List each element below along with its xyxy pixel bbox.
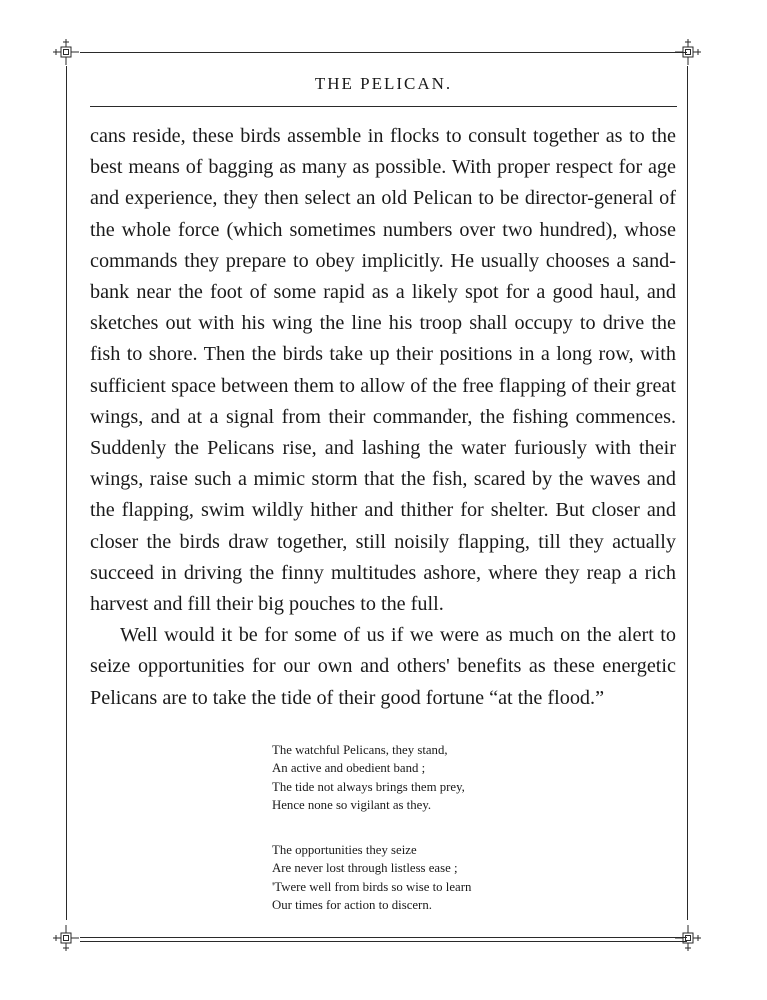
ornamental-corner-icon [53, 39, 79, 65]
frame-right-rule [687, 66, 688, 920]
frame-left-rule [66, 66, 67, 920]
frame-top-rule [80, 52, 687, 53]
poem-line: The watchful Pelicans, they stand, [272, 743, 448, 757]
header-rule [90, 106, 677, 107]
running-head: THE PELICAN. [314, 74, 453, 93]
ornamental-corner-icon [53, 925, 79, 951]
poem-line: Our times for action to discern. [272, 898, 432, 913]
poem-line: The opportunities they seize [272, 843, 417, 858]
ornamental-corner-icon [675, 925, 701, 951]
stanza [272, 841, 572, 914]
paragraph-continued: cans reside, these birds assemble in flocks to consult together as to the best means of bagging as many as possible. With proper respect for age and experience, they then select an old Pelican to be director-general of the whole force (which sometimes numbers over two hundred), whose commands they prepare to obey implicitly. He usually chooses a sand-bank near the foot of some rapid as a likely spot for a good haul, and sketches out with his wing the line his troop shall occupy to drive the fish to shore. Then the birds take up their positions in a long row, with sufficient space between them to allow of the free flapping of their great wings, and at a signal from their commander, the fishing commences. Suddenly the Pelicans rise, and lashing the water furiously with their wings, raise such a mimic storm that the fish, scared by the waves and the flapping, swim wildly hither and thither for shelter. But closer and closer the birds draw together, still noisily flapping, till they actually succeed in driving the finny multitudes ashore, where they reap a rich harvest and fill their big pouches to the full. [90, 125, 676, 616]
paragraph-moral: Well would it be for some of us if we were as much on the alert to seize opportunities for our own and others' benefits as these energetic Pelicans are to take the tide of their good fortune “at the flood.” [90, 624, 676, 709]
stanza [272, 741, 572, 814]
poem-line: An active and obedient band ; [272, 761, 426, 776]
poem [272, 741, 572, 941]
poem-line: The tide not always brings them prey, [272, 779, 465, 794]
body-text [90, 121, 676, 714]
ornamental-corner-icon [675, 39, 701, 65]
poem-line: Are never lost through listless ease ; [272, 861, 458, 876]
poem-line: 'Twere well from birds so wise to learn [272, 879, 472, 894]
poem-line: Hence none so vigilant as they. [272, 797, 432, 812]
